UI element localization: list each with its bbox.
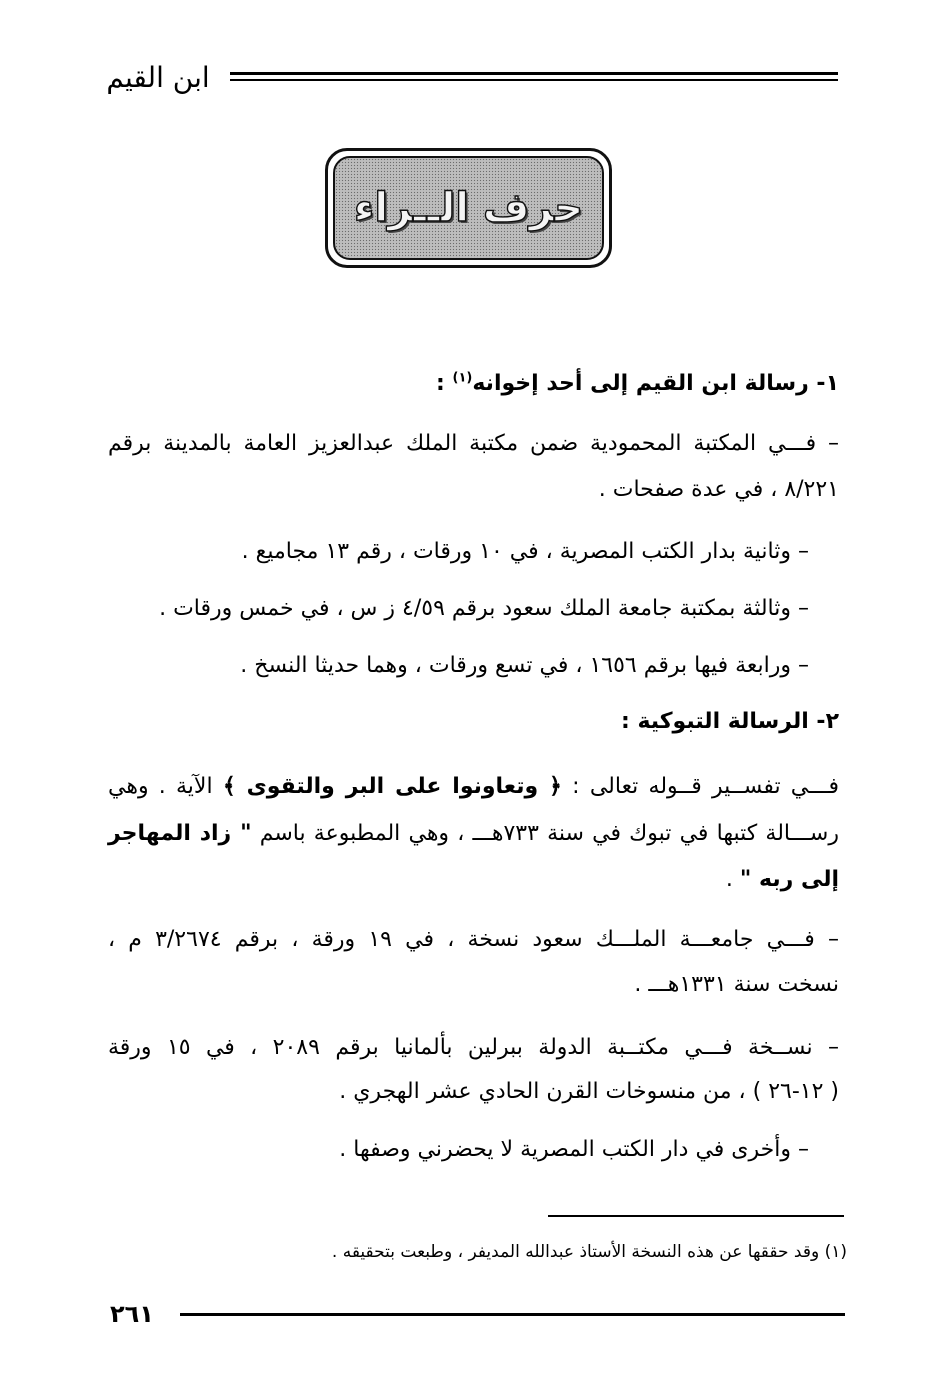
section-1-entry-4: – ورابعة فيها برقم ١٦٥٦ ، في تسع ورقات ، وهما حديثا النسخ .	[240, 653, 809, 678]
section-2-intro-line-2	[108, 816, 839, 852]
intro-line-2-start: رســـالة كتبها في تبوك في سنة ٧٣٣هـــ ، وهي المطبوعة باسم	[251, 821, 839, 846]
book-title-part-2: إلى ربه "	[739, 867, 839, 892]
footnote-separator	[548, 1215, 844, 1217]
section-2-entry-1-line-2: نسخت سنة ١٣٣١هـــ .	[634, 972, 839, 997]
running-header-title: ابن القيم	[106, 61, 210, 94]
intro-line-3-end: .	[725, 867, 740, 892]
section-2-entry-2-line-2: ( ١٢-٢٦ ) ، من منسوخات القرن الحادي عشر الهجري .	[339, 1079, 839, 1104]
section-2-entry-1-line-1: – فـــي جامعـــة الملـــك سعود نسخة ، في ١٩ ورقة ، برقم ٣/٢٦٧٤ م ،	[108, 927, 839, 952]
intro-line-1-start: فـــي تفســير قــوله تعالى :	[561, 774, 839, 799]
book-title-part-1: " زاد المهاجر	[108, 821, 252, 846]
section-1-entry-2: – وثانية بدار الكتب المصرية ، في ١٠ ورقات ، رقم ١٣ مجاميع .	[241, 539, 809, 564]
section-1-entry-1-line-1: – فـــي المكتبة المحمودية ضمن مكتبة الملك عبدالعزيز العامة بالمدينة برقم	[108, 431, 839, 456]
section-1-heading-colon: :	[436, 371, 453, 396]
section-2-heading: ٢- الرسالة التبوكية :	[620, 709, 839, 734]
intro-line-1-end: الآية . وهي	[108, 774, 223, 799]
header-rule-thin	[230, 79, 838, 81]
header-rule-thick	[230, 72, 838, 75]
footnote-marker: (١)	[452, 370, 473, 386]
section-2-intro-line-1	[108, 769, 839, 805]
footer-rule	[180, 1313, 845, 1316]
chapter-title: حرف الــراء	[353, 185, 584, 231]
section-2-entry-3: – وأخرى في دار الكتب المصرية لا يحضرني وصفها .	[339, 1137, 809, 1162]
section-2-intro-line-3	[726, 862, 839, 898]
section-1-heading	[436, 366, 839, 402]
chapter-title-panel	[333, 156, 604, 260]
section-1-entry-1-line-2: ٨/٢٢١ ، في عدة صفحات .	[598, 477, 839, 502]
quran-quote: ﴿ وتعاونوا على البر والتقوى ﴾	[222, 774, 562, 799]
footnote-1: (١) وقد حققها عن هذه النسخة الأستاذ عبدالله المديفر ، وطبعت بتحقيقه .	[331, 1242, 847, 1262]
section-1-entry-3: – وثالثة بمكتبة جامعة الملك سعود برقم ٤/٥٩ ز س ، في خمس ورقات .	[159, 596, 809, 621]
section-1-heading-text: ١- رسالة ابن القيم إلى أحد إخوانه	[472, 371, 839, 396]
section-2-entry-2-line-1: – نســخة فـــي مكتــبة الدولة ببرلين بألمانيا برقم ٢٠٨٩ ، في ١٥ ورقة	[108, 1035, 839, 1060]
page-number: ٢٦١	[110, 1300, 154, 1328]
chapter-title-frame	[325, 148, 612, 268]
